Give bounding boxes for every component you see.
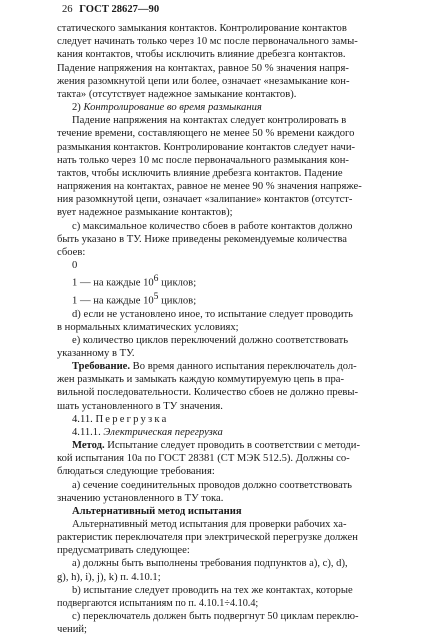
text-line: статического замыкания контактов. Контролирование контактов xyxy=(57,23,347,35)
text-line: e) количество циклов переключений должно соответствовать xyxy=(72,334,349,346)
text-line: рактеристик переключателя при электрической перегрузке должен xyxy=(57,532,358,544)
text-line: следует начинать только через 10 мс после первоначального замы- xyxy=(57,36,358,48)
text-line: кания контактов, чтобы исключить влияние дребезга контактов. xyxy=(57,49,346,61)
text-line: напряжения на контактах, равное не менее 90 % значения напряже- xyxy=(57,181,362,193)
item-title: Контролирование во время размыкания xyxy=(83,102,262,114)
section-heading xyxy=(57,413,417,426)
text-line: чений; xyxy=(57,624,87,636)
text-line: g), h), i), j), k) п. 4.10.1; xyxy=(57,571,161,583)
text-line: а) должны быть выполнены требования подпунктов а), с), d), xyxy=(72,558,348,570)
text-line: блюдаться следующие требования: xyxy=(57,466,215,478)
rate-text: 1 — на каждые 10 xyxy=(72,277,154,289)
text-line: указанному в ТУ. xyxy=(57,347,135,359)
requirement-paragraph xyxy=(57,360,417,373)
text-line: шать установленного в ТУ значения. xyxy=(57,400,223,412)
rate-text: циклов; xyxy=(158,277,197,289)
method-label: Метод. xyxy=(72,440,105,452)
text-line: вует надежное размыкание контактов); xyxy=(57,207,233,219)
rate-exponent: 5 xyxy=(153,290,159,302)
alternative-method-heading: Альтернативный метод испытания xyxy=(72,505,242,517)
text-line: жен размыкать и замыкать каждую коммутируемую цепь в пра- xyxy=(57,374,345,386)
text-line: вильной последовательности. Количество сбоев не должно превы- xyxy=(57,387,359,399)
text-line: Альтернативный метод испытания для проверки рабочих ха- xyxy=(72,519,347,530)
text-line: b) испытание следует проводить на тех же контактах, которые xyxy=(72,584,353,596)
page-number: 26 xyxy=(62,4,73,15)
text-line: предусматривать следующее: xyxy=(57,545,190,557)
text-line: а) сечение соединительных проводов должно соответствовать xyxy=(72,479,352,491)
text-line: сбоев: xyxy=(57,246,86,258)
rate-text: 1 — на каждые 10 xyxy=(72,295,154,307)
rate-exponent: 6 xyxy=(153,273,159,285)
text-line: ния разомкнутой цепи, означает «залипание» контактов (отсутст- xyxy=(57,194,353,206)
subsection-title: Электрическая перегрузка xyxy=(103,426,223,438)
text-line: значению установленного в ТУ тока. xyxy=(57,492,224,504)
text-run: Во время данного испытания переключатель дол- xyxy=(130,361,357,373)
text-line: подвергаются испытаниям по п. 4.10.1÷4.10.4; xyxy=(57,597,259,609)
text-line: с) максимальное количество сбоев в работе контактов должно xyxy=(72,220,353,232)
text-line: такта» (отсутствует надежное замыкание контактов). xyxy=(57,88,297,100)
text-run: Испытание следует проводить в соответствии с методи- xyxy=(104,440,360,452)
method-paragraph xyxy=(57,439,417,452)
body-text xyxy=(57,22,417,636)
failure-rate-2 xyxy=(57,290,417,308)
text-line: быть указано в ТУ. Ниже приведены рекомендуемые количества xyxy=(57,233,347,245)
section-title: Перегрузка xyxy=(95,413,169,425)
failure-rate-1 xyxy=(57,272,417,290)
text-line: тактов, чтобы исключить влияние дребезга контактов. Падение xyxy=(57,167,343,179)
requirement-label: Требование. xyxy=(72,361,131,373)
text-line: d) если не установлено иное, то испытание следует проводить xyxy=(72,308,353,320)
item-2-heading xyxy=(57,101,417,114)
section-number: 4.11. xyxy=(72,413,93,425)
text-line: с) переключатель должен быть подвергнут 50 циклам переклю- xyxy=(72,611,359,623)
page-header xyxy=(57,3,417,16)
text-line: Падение напряжения на контактах следует контролировать в xyxy=(72,115,347,127)
rate-text: циклов; xyxy=(158,295,197,307)
text-line: Падение напряжения на контактах, равное 50 % значения напря- xyxy=(57,62,349,74)
text-line: течение времени, составляющего не менее 50 % времени каждого xyxy=(57,128,355,140)
standard-designation: ГОСТ 28627—90 xyxy=(79,4,160,15)
text-line: жения разомкнутой цепи или более, означает «незамыкание кон- xyxy=(57,75,350,87)
text-line: 0 xyxy=(72,259,78,271)
subsection-number: 4.11.1. xyxy=(72,426,101,438)
item-number: 2) xyxy=(72,102,81,114)
subsection-heading xyxy=(57,426,417,439)
text-line: размыкания контактов. Контролирование контактов следует начи- xyxy=(57,141,356,153)
text-line: нать только через 10 мс после первоначального размыкания кон- xyxy=(57,154,349,166)
text-line: в нормальных климатических условиях; xyxy=(57,321,239,333)
text-line: кой испытания 10а по ГОСТ 28381 (СТ МЭК 512.5). Должны со- xyxy=(57,453,350,465)
